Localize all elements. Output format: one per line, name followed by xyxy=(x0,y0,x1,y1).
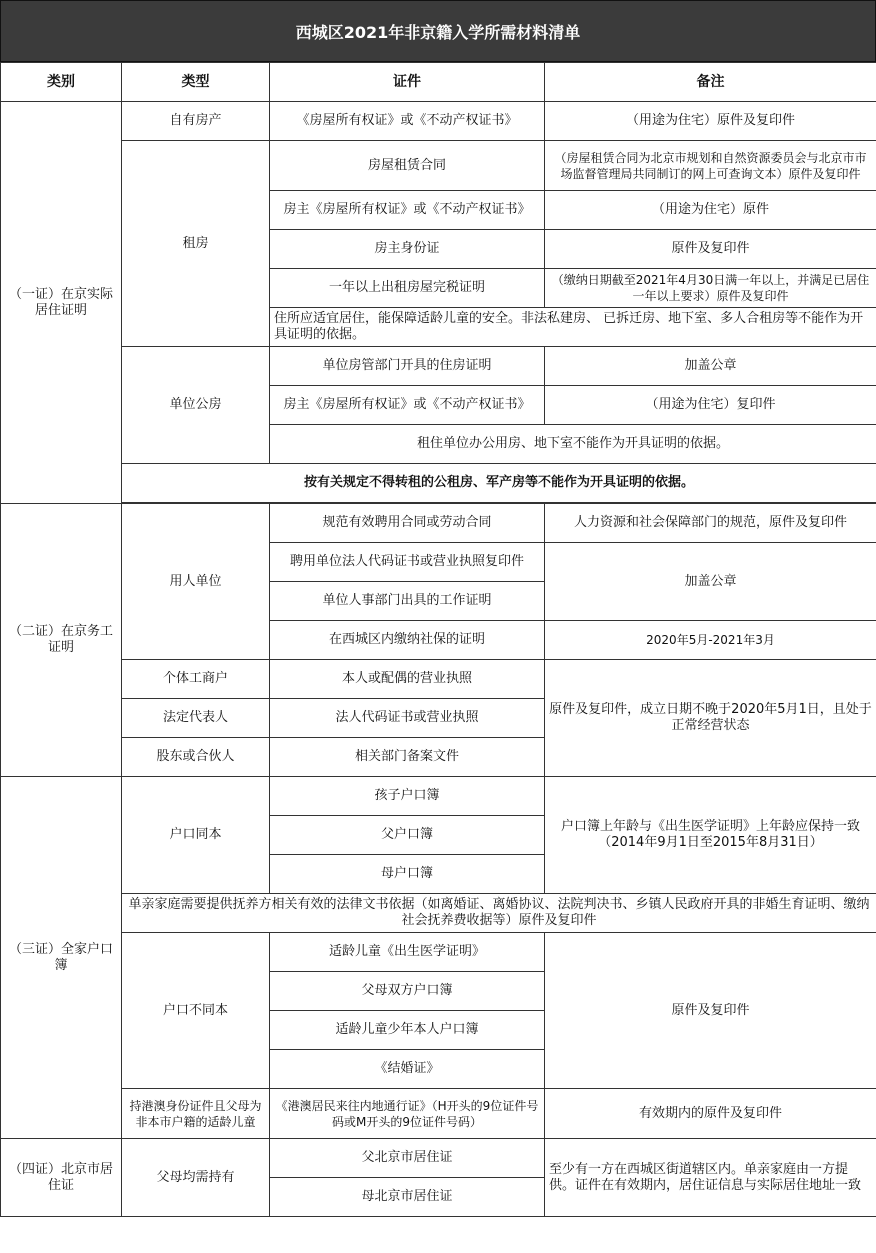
document-cell: 适龄儿童少年本人户口簿 xyxy=(270,1011,545,1050)
table-row xyxy=(1,102,876,141)
document-cell: 一年以上出租房屋完税证明 xyxy=(270,269,545,308)
page-title: 西城区2021年非京籍入学所需材料清单 xyxy=(0,0,876,62)
table-row xyxy=(1,464,876,503)
type-cell: 租房 xyxy=(122,141,270,347)
remark-cell: （用途为住宅）原件 xyxy=(545,191,876,230)
document-cell: 相关部门备案文件 xyxy=(270,738,545,777)
type-cell: 用人单位 xyxy=(122,504,270,660)
remark-cell: 原件及复印件，成立日期不晚于2020年5月1日，且处于正常经营状态 xyxy=(545,660,876,777)
document-cell: 本人或配偶的营业执照 xyxy=(270,660,545,699)
table-row xyxy=(1,1139,876,1178)
table-row xyxy=(1,141,876,191)
document-cell: 适龄儿童《出生医学证明》 xyxy=(270,933,545,972)
remark-cell: 至少有一方在西城区街道辖区内。单亲家庭由一方提供。证件在有效期内，居住证信息与实际居住地址一致 xyxy=(545,1139,876,1217)
document-cell: 父北京市居住证 xyxy=(270,1139,545,1178)
category-cell: （一证）在京实际居住证明 xyxy=(1,102,122,504)
table-row xyxy=(1,777,876,816)
remark-cell: （用途为住宅）原件及复印件 xyxy=(545,102,876,141)
type-cell: 自有房产 xyxy=(122,102,270,141)
type-cell: 单位公房 xyxy=(122,347,270,464)
document-cell: 父母双方户口簿 xyxy=(270,972,545,1011)
remark-cell: 户口簿上年龄与《出生医学证明》上年龄应保持一致（2014年9月1日至2015年8月31日） xyxy=(545,777,876,894)
document-cell: 法人代码证书或营业执照 xyxy=(270,699,545,738)
materials-table xyxy=(0,62,876,1217)
remark-cell: 原件及复印件 xyxy=(545,230,876,269)
remark-cell: （房屋租赁合同为北京市规划和自然资源委员会与北京市市场监督管理局共同制订的网上可查询文本）原件及复印件 xyxy=(545,141,876,191)
document-cell: 父户口簿 xyxy=(270,816,545,855)
type-cell: 户口同本 xyxy=(122,777,270,894)
document-cell: 房主《房屋所有权证》或《不动产权证书》 xyxy=(270,386,545,425)
table-row xyxy=(1,894,876,933)
table-row xyxy=(1,1089,876,1139)
document-cell: 母户口簿 xyxy=(270,855,545,894)
remark-cell: 人力资源和社会保障部门的规范，原件及复印件 xyxy=(545,504,876,543)
document-cell: 规范有效聘用合同或劳动合同 xyxy=(270,504,545,543)
header-remarks: 备注 xyxy=(545,63,876,102)
document-cell: 房主《房屋所有权证》或《不动产权证书》 xyxy=(270,191,545,230)
header-document: 证件 xyxy=(270,63,545,102)
document-cell: 《结婚证》 xyxy=(270,1050,545,1089)
document-cell: 孩子户口簿 xyxy=(270,777,545,816)
document-cell: 房屋租赁合同 xyxy=(270,141,545,191)
remark-cell: 住所应适宜居住，能保障适龄儿童的安全。非法私建房、 已拆迁房、地下室、多人合租房等不能作为开具证明的依据。 xyxy=(270,308,876,347)
remark-cell: 2020年5月-2021年3月 xyxy=(545,621,876,660)
remark-cell: 加盖公章 xyxy=(545,543,876,621)
remark-cell: 加盖公章 xyxy=(545,347,876,386)
header-type: 类型 xyxy=(122,63,270,102)
type-cell: 户口不同本 xyxy=(122,933,270,1089)
table-row xyxy=(1,347,876,386)
category-cell: （三证）全家户口簿 xyxy=(1,777,122,1139)
document-cell: 单位人事部门出具的工作证明 xyxy=(270,582,545,621)
remark-cell: 租住单位办公用房、地下室不能作为开具证明的依据。 xyxy=(270,425,876,464)
document-cell: 母北京市居住证 xyxy=(270,1178,545,1217)
table-row xyxy=(1,660,876,699)
table-row xyxy=(1,504,876,543)
header-category: 类别 xyxy=(1,63,122,102)
remark-cell: （用途为住宅）复印件 xyxy=(545,386,876,425)
document-cell: 单位房管部门开具的住房证明 xyxy=(270,347,545,386)
type-cell: 父母均需持有 xyxy=(122,1139,270,1217)
type-cell: 持港澳身份证件且父母为非本市户籍的适龄儿童 xyxy=(122,1089,270,1139)
type-cell: 法定代表人 xyxy=(122,699,270,738)
document-cell: 房主身份证 xyxy=(270,230,545,269)
document-cell: 《港澳居民来往内地通行证》（H开头的9位证件号码或M开头的9位证件号码） xyxy=(270,1089,545,1139)
document-cell: 《房屋所有权证》或《不动产权证书》 xyxy=(270,102,545,141)
remark-cell: 单亲家庭需要提供抚养方相关有效的法律文书依据（如离婚证、离婚协议、法院判决书、乡镇人民政府开具的非婚生育证明、缴纳社会抚养费收据等）原件及复印件 xyxy=(122,894,876,933)
type-cell: 股东或合伙人 xyxy=(122,738,270,777)
document-cell: 聘用单位法人代码证书或营业执照复印件 xyxy=(270,543,545,582)
remark-cell: 有效期内的原件及复印件 xyxy=(545,1089,876,1139)
category-cell: （四证）北京市居住证 xyxy=(1,1139,122,1217)
type-cell: 个体工商户 xyxy=(122,660,270,699)
remark-cell: （缴纳日期截至2021年4月30日满一年以上，并满足已居住一年以上要求）原件及复印件 xyxy=(545,269,876,308)
category-cell: （二证）在京务工证明 xyxy=(1,504,122,777)
remark-cell: 原件及复印件 xyxy=(545,933,876,1089)
remark-cell: 按有关规定不得转租的公租房、军产房等不能作为开具证明的依据。 xyxy=(122,464,876,503)
document-cell: 在西城区内缴纳社保的证明 xyxy=(270,621,545,660)
table-row xyxy=(1,933,876,972)
